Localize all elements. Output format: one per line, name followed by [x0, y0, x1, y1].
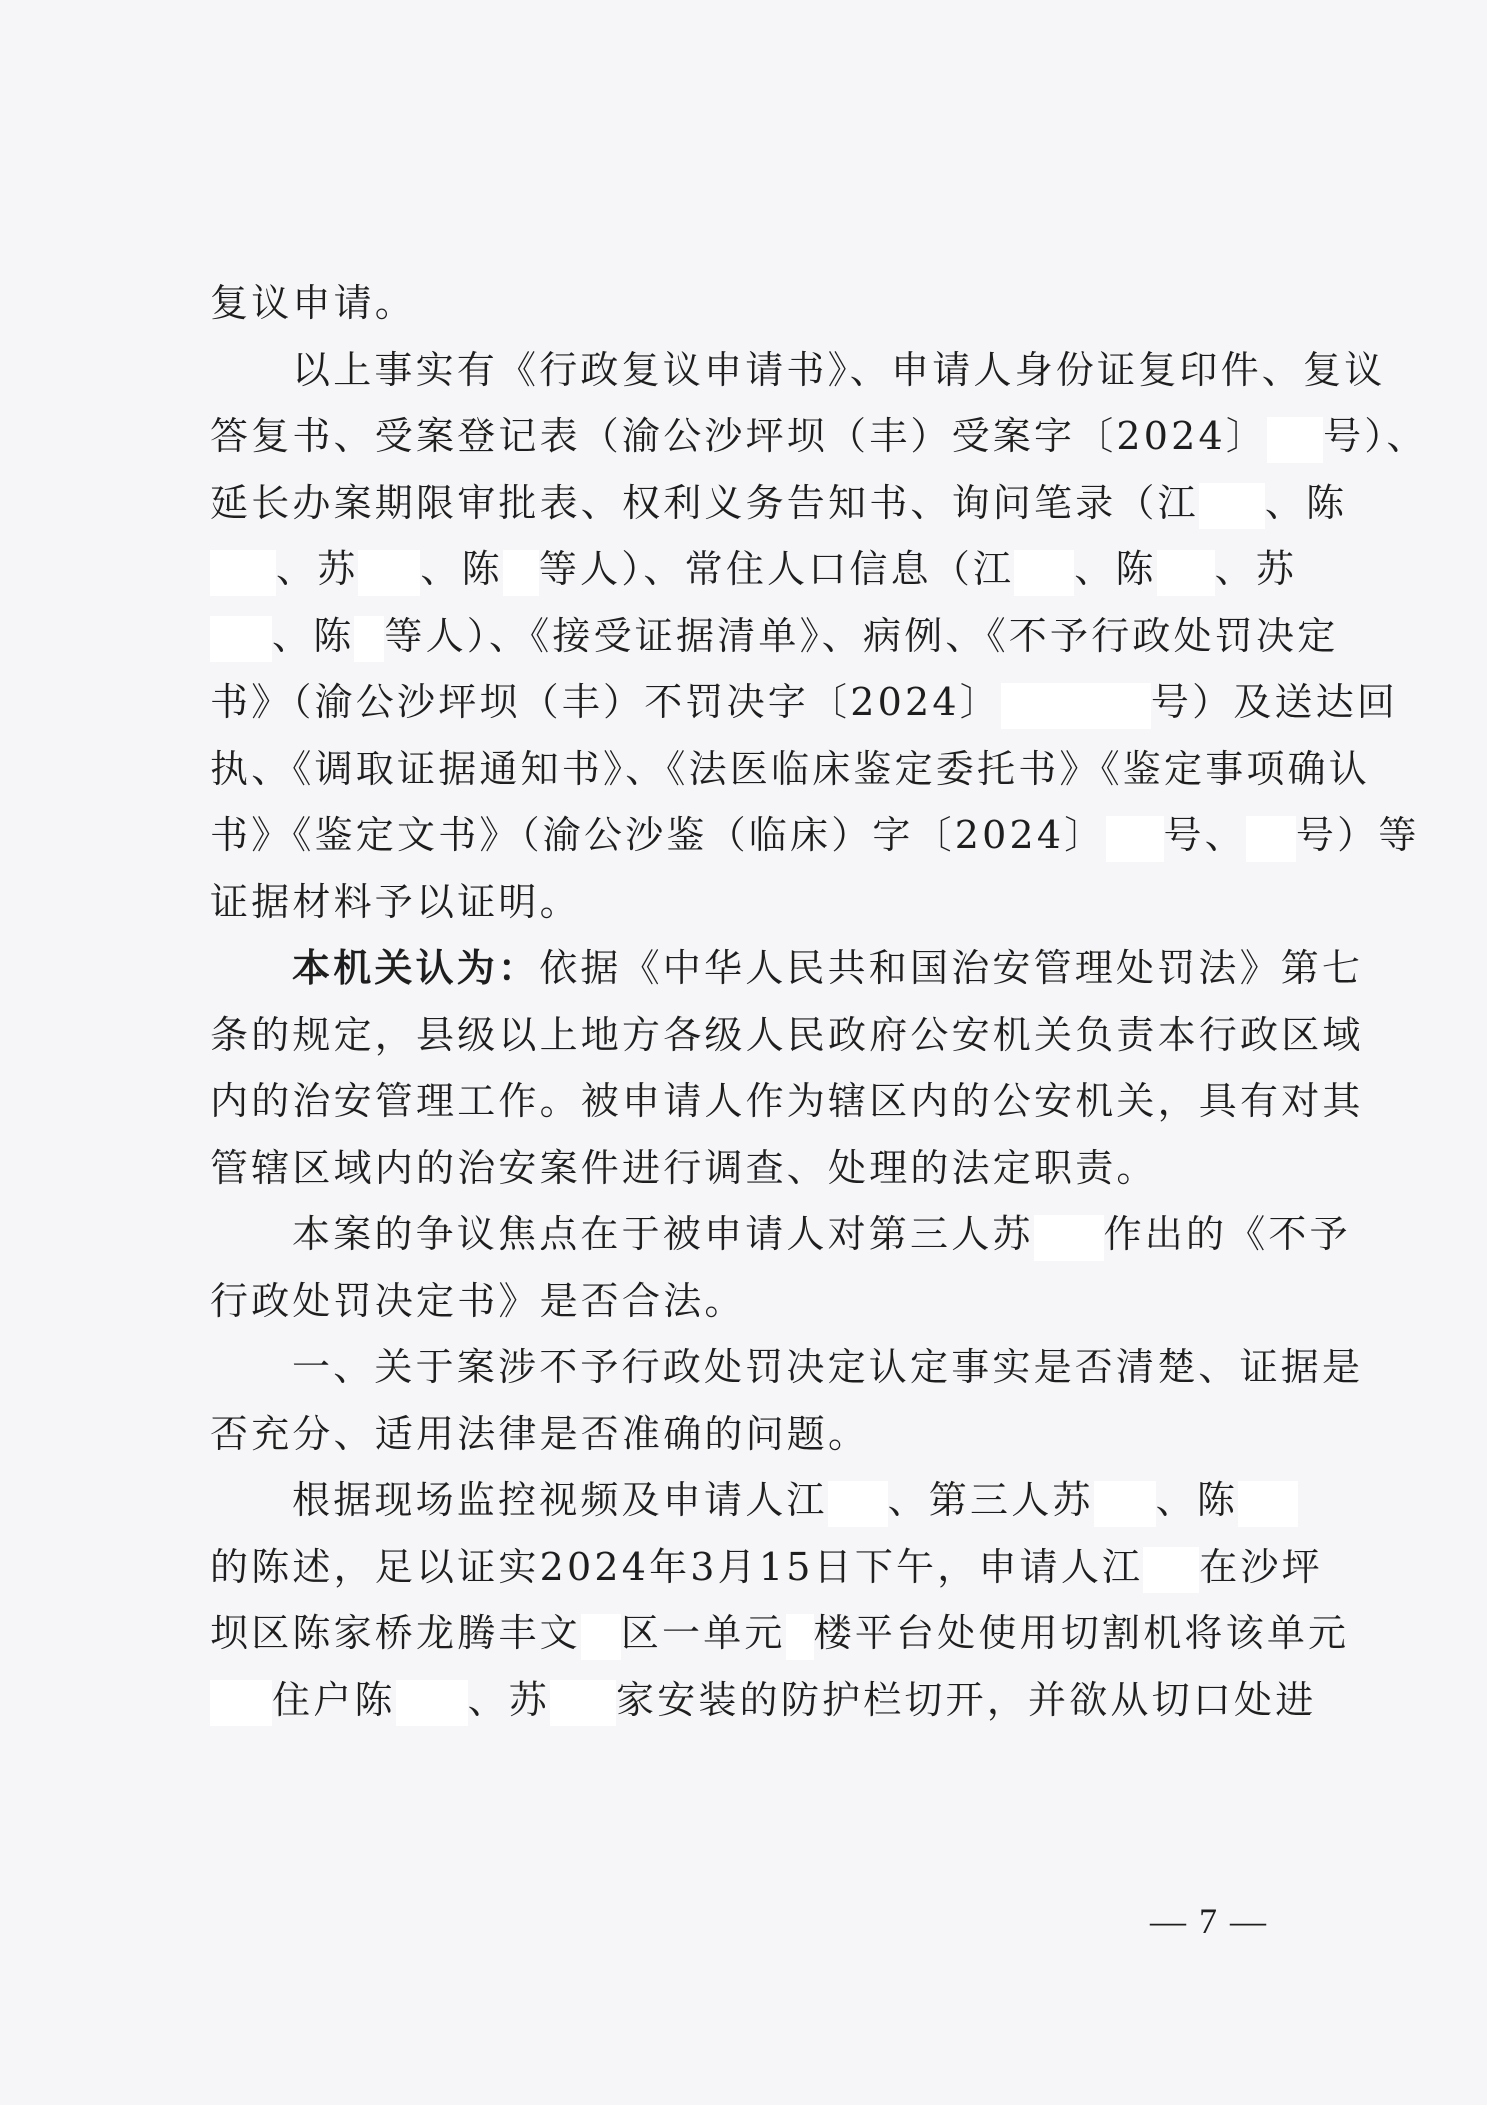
- text-line: [210, 935, 1364, 1002]
- redaction-box: [396, 1680, 468, 1726]
- text-segment: 延长办案期限审批表、权利义务告知书、询问笔录（江: [210, 480, 1199, 525]
- redaction-box: [1143, 1547, 1199, 1593]
- text-line: [210, 736, 1371, 803]
- bold-heading-text: 本机关认为：: [292, 945, 540, 990]
- text-segment: 依据《中华人民共和国治安管理处罚法》第七: [539, 946, 1364, 990]
- text-segment: 书》《鉴定文书》（渝公沙鉴（临床）字〔2024〕: [210, 813, 1106, 857]
- redaction-box: [1199, 483, 1265, 529]
- text-line: [210, 1600, 1350, 1667]
- text-line: [210, 470, 1348, 537]
- text-segment: 等人）、常住人口信息（江: [538, 547, 1015, 591]
- redaction-box: [358, 550, 420, 596]
- text-segment: 的陈述，足以证实2024年3月15日下午，申请人江: [210, 1544, 1144, 1589]
- text-segment: 、陈: [1155, 1478, 1239, 1522]
- text-segment: 以上事实有《行政复议申请书》、申请人身份证复印件、复议: [292, 347, 1386, 392]
- text-segment: 条的规定，县级以上地方各级人民政府公安机关负责本行政区域: [210, 1012, 1364, 1057]
- text-line: [210, 1268, 1322, 1335]
- text-segment: 本案的争议焦点在于被申请人对第三人苏: [292, 1212, 1034, 1256]
- redaction-box: [1267, 417, 1323, 463]
- text-line: [210, 1401, 1322, 1468]
- text-line: [210, 337, 1386, 404]
- text-segment: 复议申请。: [210, 281, 417, 325]
- text-segment: 号）等: [1295, 813, 1420, 857]
- text-segment: 、苏: [467, 1677, 551, 1722]
- redaction-box: [828, 1481, 888, 1527]
- text-segment: 坝区陈家桥龙腾丰文: [210, 1611, 581, 1655]
- text-line: [210, 536, 1322, 603]
- text-segment: 家安装的防护栏切开，并欲从切口处进: [616, 1677, 1317, 1722]
- text-segment: 区一单元: [620, 1611, 786, 1655]
- text-segment: 在沙坪: [1199, 1544, 1323, 1589]
- redaction-box: [210, 550, 276, 596]
- text-line: [210, 403, 1428, 470]
- redaction-box: [1106, 816, 1164, 862]
- text-segment: 、陈: [272, 613, 355, 658]
- text-segment: 、陈: [1074, 547, 1157, 591]
- text-segment: 、第三人苏: [887, 1478, 1094, 1522]
- text-segment: 、陈: [1264, 480, 1348, 525]
- text-segment: 、苏: [1214, 547, 1298, 591]
- redaction-box: [503, 550, 539, 596]
- text-line: [210, 669, 1399, 736]
- text-line: [210, 802, 1420, 869]
- text-segment: 执、《调取证据通知书》、《法医临床鉴定委托书》《鉴定事项确认: [210, 746, 1371, 791]
- document-body: [210, 270, 1428, 1733]
- text-segment: 书》（渝公沙坪坝（丰）不罚决字〔2024〕: [210, 680, 1001, 724]
- redaction-box: [581, 1614, 621, 1660]
- text-line: [210, 1334, 1364, 1401]
- text-segment: 、苏: [276, 547, 359, 591]
- text-segment: 管辖区域内的治安案件进行调查、处理的法定职责。: [210, 1145, 1158, 1190]
- redaction-box: [210, 616, 272, 662]
- text-segment: 否充分、适用法律是否准确的问题。: [210, 1411, 870, 1456]
- redaction-box: [550, 1680, 616, 1726]
- text-segment: 根据现场监控视频及申请人江: [292, 1478, 828, 1522]
- text-segment: 行政处罚决定书》是否合法。: [210, 1278, 746, 1323]
- text-line: [210, 1667, 1322, 1734]
- text-line: [210, 869, 1322, 936]
- redaction-box: [1157, 550, 1215, 596]
- redaction-box: [786, 1614, 814, 1660]
- text-line: [210, 1467, 1322, 1534]
- text-segment: 号、: [1163, 813, 1246, 857]
- text-line: [210, 270, 1322, 337]
- text-segment: 作出的《不予: [1103, 1212, 1351, 1256]
- redaction-box: [354, 616, 384, 662]
- text-line: [210, 1135, 1322, 1202]
- text-segment: 证据材料予以证明。: [210, 879, 581, 924]
- redaction-box: [1094, 1481, 1156, 1527]
- text-segment: 楼平台处使用切割机将该单元: [813, 1611, 1350, 1655]
- redaction-box: [1238, 1481, 1298, 1527]
- redaction-box: [210, 1680, 272, 1726]
- text-line: [210, 603, 1339, 670]
- redaction-box: [1034, 1215, 1104, 1261]
- text-line: [210, 1068, 1364, 1135]
- text-segment: 一、关于案涉不予行政处罚决定认定事实是否清楚、证据是: [292, 1345, 1364, 1389]
- text-segment: 等人）、《接受证据清单》、病例、《不予行政处罚决定: [384, 613, 1339, 658]
- text-line: [210, 1534, 1322, 1601]
- text-line: [210, 1002, 1364, 1069]
- text-line: [210, 1201, 1351, 1268]
- text-segment: 内的治安管理工作。被申请人作为辖区内的公安机关，具有对其: [210, 1079, 1364, 1123]
- text-segment: 号）及送达回: [1150, 680, 1399, 724]
- redaction-box: [1014, 550, 1074, 596]
- text-segment: 号）、: [1323, 414, 1428, 458]
- redaction-box: [1001, 683, 1151, 729]
- text-segment: 、陈: [420, 547, 503, 591]
- redaction-box: [1246, 816, 1296, 862]
- text-segment: 答复书、受案登记表（渝公沙坪坝（丰）受案字〔2024〕: [210, 414, 1268, 458]
- text-segment: 住户陈: [272, 1677, 396, 1722]
- page-number: — 7 —: [1150, 1901, 1268, 1941]
